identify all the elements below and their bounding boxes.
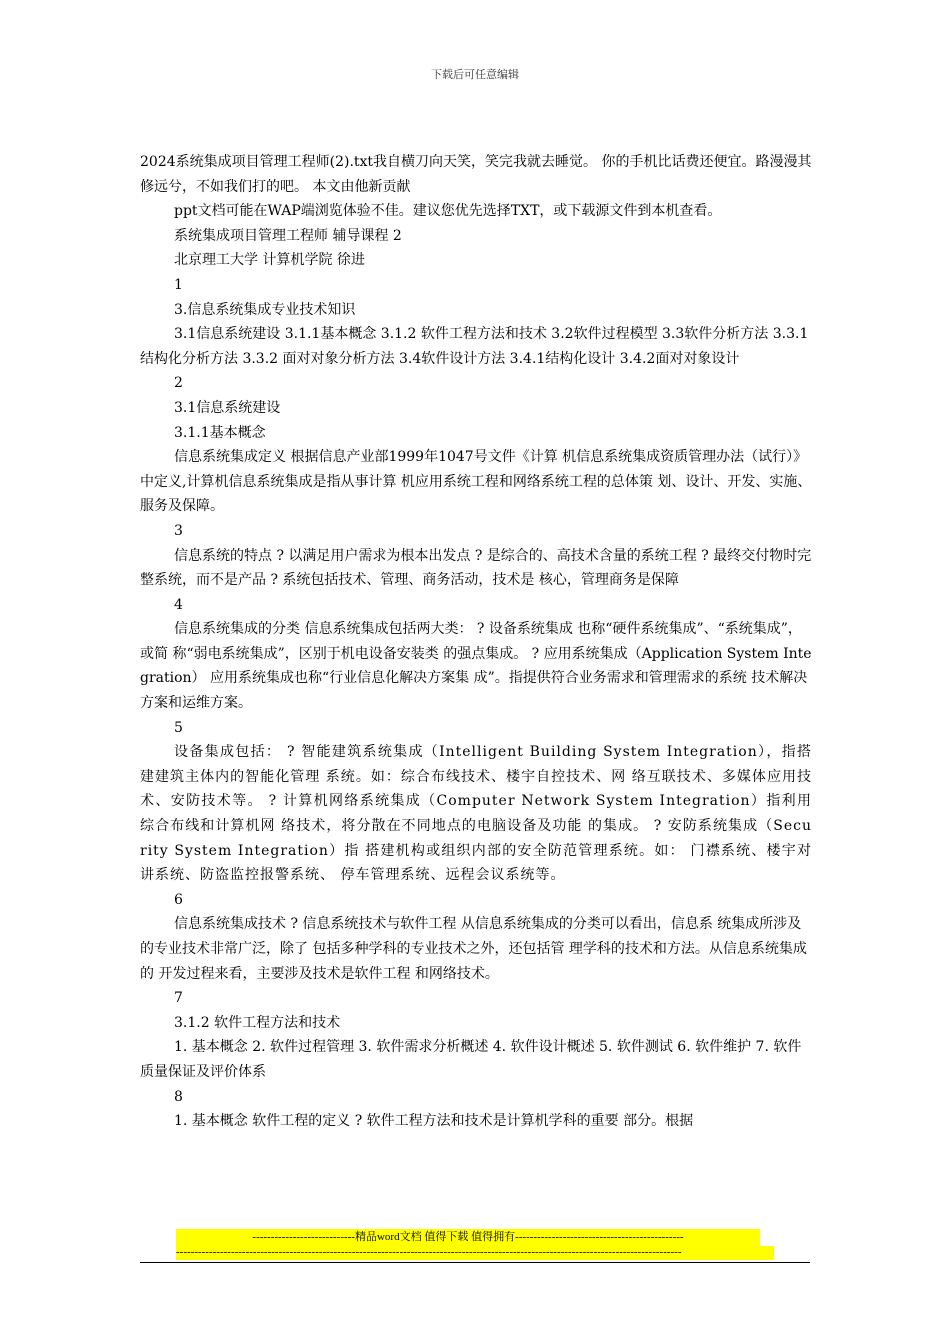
outline-paragraph: 3.1信息系统建设 3.1.1基本概念 3.1.2 软件工程方法和技术 3.2软件过程模型 3.3软件分析方法 3.3.1结构化分析方法 3.3.2 面对对象分析方法 3.4软件设计方法 3.4.1结构化设计 3.4.2面对对象设计 [140, 326, 809, 367]
section-heading: 3.1信息系统建设 [174, 399, 281, 416]
ppt-notice: ppt文档可能在WAP端浏览体验不佳。建议您优先选择TXT，或下载源文件到本机查看。 [174, 203, 722, 220]
page-header: 下载后可任意编辑 [431, 68, 519, 81]
slide-number: 7 [174, 990, 183, 1007]
integration-tech-paragraph: 信息系统集成技术 ? 信息系统技术与软件工程 从信息系统集成的分类可以看出，信息系 统集成所涉及的专业技术非常广泛，除了 包括多种学科的专业技术之外，还包括管 理学科的技术和方法。从信息系统集成的 开发过程来看，主要涉及技术是软件工程 和网络技术。 [140, 916, 807, 982]
slide-number: 2 [174, 375, 183, 392]
subsection-heading: 3.1.1基本概念 [174, 424, 266, 441]
definition-paragraph: 1. 基本概念 软件工程的定义 ? 软件工程方法和技术是计算机学科的重要 部分。根据 [174, 1113, 694, 1130]
slide-number: 1 [174, 276, 183, 293]
footer-dash-line: ------------------------------------------------------------------------------------------------------------------------------------------ [176, 1246, 774, 1260]
footer-rule [140, 1262, 810, 1263]
footer-banner: ----------------------------精品word文档 值得下载 值得拥有---------------------------------------------- [176, 1229, 760, 1246]
slide-number: 6 [174, 891, 183, 908]
course-title: 系统集成项目管理工程师 辅导课程 2 [174, 227, 402, 244]
subsection-heading: 3.1.2 软件工程方法和技术 [174, 1014, 341, 1031]
section-heading: 3.信息系统集成专业技术知识 [174, 301, 356, 318]
definition-paragraph: 信息系统集成定义 根据信息产业部1999年1047号文件《计算 机信息系统集成资质管理办法（试行）》 中定义,计算机信息系统集成是指从事计算 机应用系统工程和网络系统工程的总体策 划、设计、开发、实施、服务及保障。 [140, 449, 812, 515]
document-body [140, 150, 812, 1134]
course-author: 北京理工大学 计算机学院 徐进 [174, 252, 365, 269]
classification-paragraph: 信息系统集成的分类 信息系统集成包括两大类： ? 设备系统集成 也称“硬件系统集成”、“系统集成”，或简 称“弱电系统集成”，区别于机电设备安装类 的强点集成。 ? 应用系统集成（Application System Integration） 应用系统集成也称“行业信息化解决方案集 成”。指提供符合业务需求和管理需求的系统 技术解决方案和运维方案。 [140, 621, 812, 712]
slide-number: 8 [174, 1088, 183, 1105]
slide-number: 5 [174, 719, 183, 736]
device-integration-paragraph: 设备集成包括： ? 智能建筑系统集成（Intelligent Building System Integration），指搭建建筑主体内的智能化管理 系统。如：综合布线技术、楼宇自控技术、网 络互联技术、多媒体应用技术、安防技术等。 ? 计算机网络系统集成（Computer Network System Integration）指利用综合布线和计算机网 络技术，将分散在不同地点的电脑设备及功能 的集成。 ? 安防系统集成（Security System Integration）指 搭建机构或组织内部的安全防范管理系统。如： 门襟系统、楼宇对讲系统、防盗监控报警系统、 停车管理系统、远程会议系统等。 [140, 744, 812, 884]
intro-paragraph: 2024系统集成项目管理工程师(2).txt我自横刀向天笑，笑完我就去睡觉。 你的手机比话费还便宜。路漫漫其修远兮，不如我们打的吧。 本文由他新贡献 [140, 154, 812, 195]
features-paragraph: 信息系统的特点 ? 以满足用户需求为根本出发点 ? 是综合的、高技术含量的系统工程 ? 最终交付物时完整系统，而不是产品 ? 系统包括技术、管理、商务活动，技术是 核心，管理商务是保障 [140, 547, 812, 589]
topic-list-paragraph: 1. 基本概念 2. 软件过程管理 3. 软件需求分析概述 4. 软件设计概述 5. 软件测试 6. 软件维护 7. 软件质量保证及评价体系 [140, 1039, 802, 1080]
slide-number: 4 [174, 596, 183, 613]
slide-number: 3 [174, 522, 183, 539]
